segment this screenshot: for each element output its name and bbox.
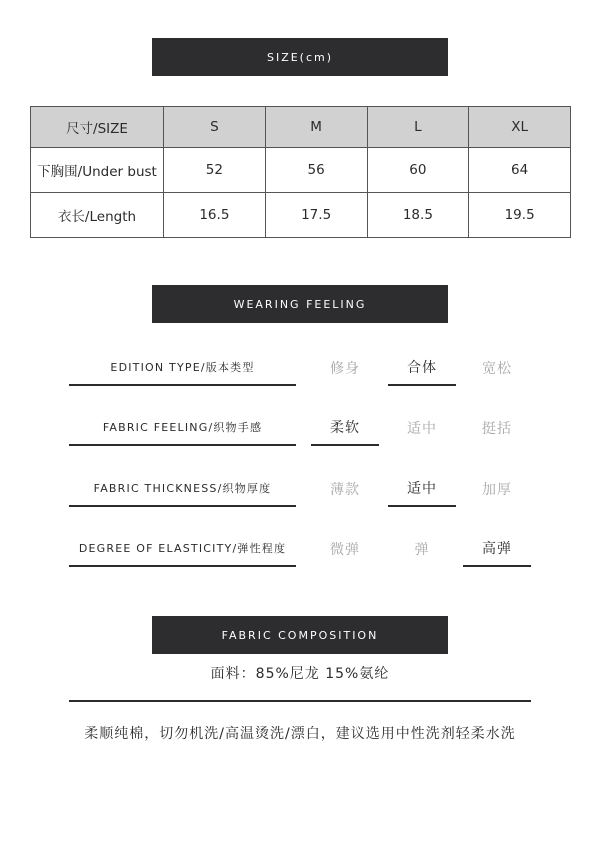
care-instructions: 柔顺纯棉，切勿机洗/高温烫洗/漂白，建议选用中性洗剂轻柔水洗 bbox=[84, 726, 516, 742]
size-header-cell: 尺寸/SIZE bbox=[31, 107, 164, 148]
table-cell: 18.5 bbox=[367, 193, 469, 238]
size-header-cell: XL bbox=[469, 107, 571, 148]
feeling-label: EDITION TYPE/版本类型 bbox=[69, 350, 296, 386]
table-cell: 56 bbox=[265, 148, 367, 193]
size-header-cell: M bbox=[265, 107, 367, 148]
divider bbox=[69, 700, 531, 702]
table-row bbox=[31, 148, 571, 193]
feeling-label: FABRIC THICKNESS/织物厚度 bbox=[69, 471, 296, 507]
feeling-row-elasticity bbox=[0, 531, 600, 571]
size-header-cell: S bbox=[164, 107, 266, 148]
feeling-label: FABRIC FEELING/织物手感 bbox=[69, 410, 296, 446]
feeling-option: 适中 bbox=[407, 421, 437, 437]
table-cell: 17.5 bbox=[265, 193, 367, 238]
table-cell: 19.5 bbox=[469, 193, 571, 238]
table-cell: 64 bbox=[469, 148, 571, 193]
size-table bbox=[30, 106, 571, 238]
feeling-row-fabric-feeling bbox=[0, 410, 600, 450]
size-header-cell: L bbox=[367, 107, 469, 148]
feeling-option-selected: 柔软 bbox=[311, 410, 379, 446]
feeling-option-selected: 高弹 bbox=[463, 531, 531, 567]
feeling-option-selected: 适中 bbox=[388, 471, 456, 507]
row-label: 衣长/Length bbox=[31, 193, 164, 238]
table-cell: 52 bbox=[164, 148, 266, 193]
feeling-option: 微弹 bbox=[330, 542, 360, 558]
feeling-option: 加厚 bbox=[482, 482, 512, 498]
feeling-option: 弹 bbox=[414, 542, 430, 558]
size-table-header-row bbox=[31, 107, 571, 148]
table-row bbox=[31, 193, 571, 238]
feeling-row-fabric-thickness bbox=[0, 471, 600, 511]
composition-section-title: FABRIC COMPOSITION bbox=[152, 616, 448, 654]
fabric-composition-text: 面料：85%尼龙 15%氨纶 bbox=[210, 666, 390, 682]
feeling-row-edition-type bbox=[0, 350, 600, 390]
row-label: 下胸围/Under bust bbox=[31, 148, 164, 193]
feeling-option: 宽松 bbox=[482, 361, 512, 377]
table-cell: 60 bbox=[367, 148, 469, 193]
wearing-section-title: WEARING FEELING bbox=[152, 285, 448, 323]
feeling-option: 修身 bbox=[330, 361, 360, 377]
feeling-option-selected: 合体 bbox=[388, 350, 456, 386]
size-section-title: SIZE(cm) bbox=[152, 38, 448, 76]
feeling-option: 挺括 bbox=[482, 421, 512, 437]
table-cell: 16.5 bbox=[164, 193, 266, 238]
feeling-option: 薄款 bbox=[330, 482, 360, 498]
feeling-label: DEGREE OF ELASTICITY/弹性程度 bbox=[69, 531, 296, 567]
